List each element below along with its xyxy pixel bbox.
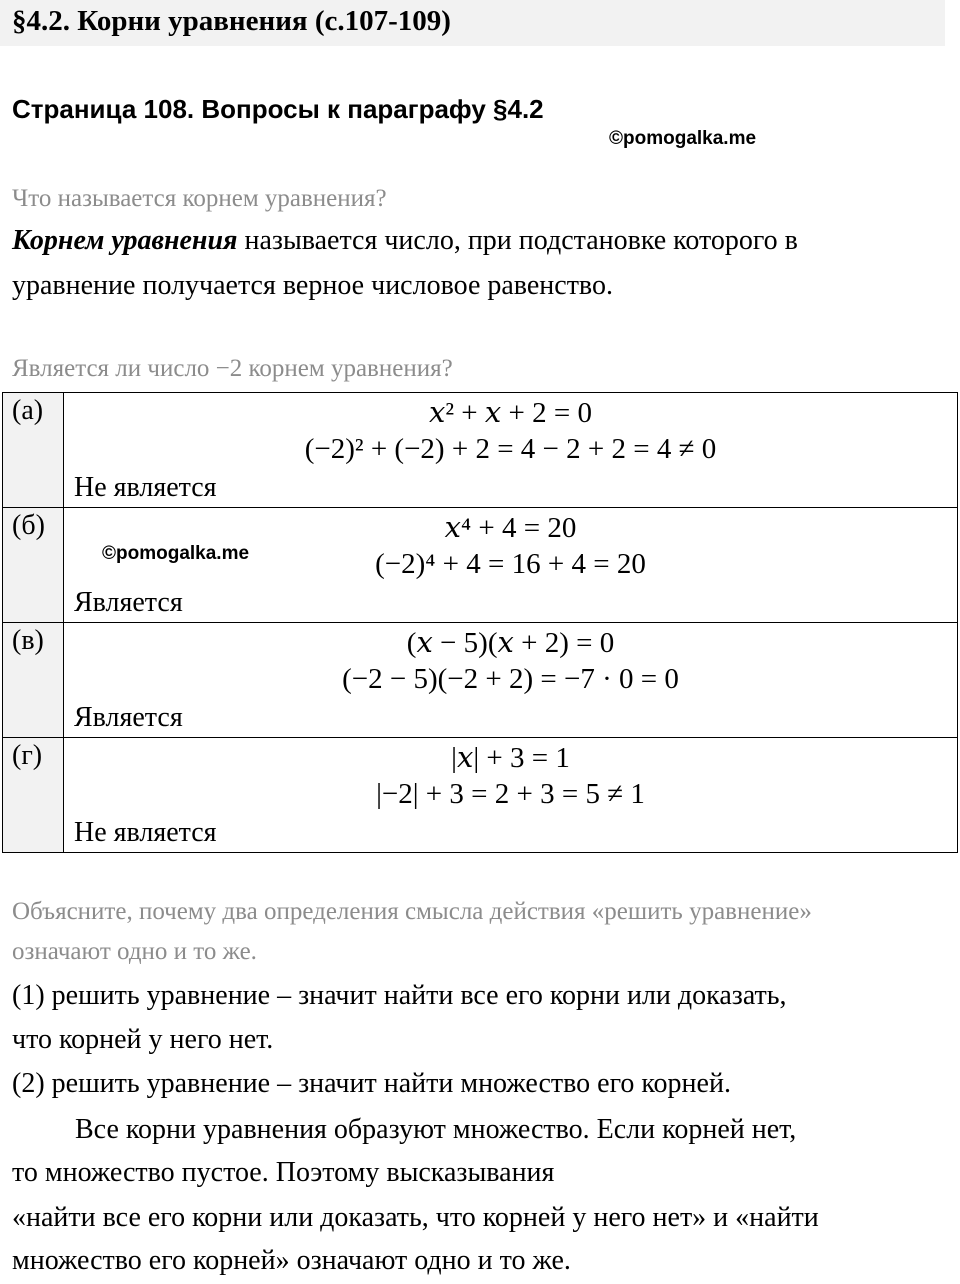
table-row: [3, 393, 958, 508]
verdict: Является: [74, 587, 183, 618]
explanation-line-4: множество его корней» означают одно и то же.: [12, 1245, 571, 1276]
definition-2: (2) решить уравнение – значит найти множество его корней.: [12, 1068, 731, 1099]
row-label: (в): [12, 625, 44, 656]
row-label-cell: [3, 508, 64, 623]
verdict: Является: [74, 702, 183, 733]
row-label-cell: [3, 393, 64, 508]
answer-1-line-1: [12, 225, 798, 257]
question-3-line-1: Объясните, почему два определения смысла действия «решить уравнение»: [12, 898, 812, 925]
row-content-cell: [64, 508, 958, 623]
definition-1-line-2: что корней у него нет.: [12, 1024, 274, 1055]
row-content-cell: [64, 738, 958, 853]
definition-1-line-1: (1) решить уравнение – значит найти все его корни или доказать,: [12, 980, 787, 1011]
section-subtitle: Страница 108. Вопросы к параграфу §4.2: [12, 94, 544, 124]
verdict: Не является: [74, 472, 217, 503]
explanation-line-3: «найти все его корни или доказать, что корней у него нет» и «найти: [12, 1202, 819, 1233]
table-row: [3, 508, 958, 623]
equation: |𝑥| + 3 = 1: [451, 742, 570, 774]
watermark: ©pomogalka.me: [102, 543, 250, 564]
substitution: (−2 − 5)(−2 + 2) = −7 · 0 = 0: [342, 663, 679, 695]
row-content-cell: [64, 393, 958, 508]
substitution: (−2)⁴ + 4 = 16 + 4 = 20: [375, 548, 646, 580]
table-row: [3, 623, 958, 738]
row-content-cell: [64, 623, 958, 738]
table-row: [3, 738, 958, 853]
verdict: Не является: [74, 817, 217, 848]
answer-1-line-1-rest: называется число, при подстановке которого в: [237, 225, 798, 256]
substitution: (−2)² + (−2) + 2 = 4 − 2 + 2 = 4 ≠ 0: [304, 433, 717, 465]
equation: 𝑥⁴ + 4 = 20: [444, 512, 577, 544]
roots-table: [2, 392, 958, 853]
row-label: (г): [12, 740, 43, 771]
defined-term: Корнем уравнения: [12, 225, 238, 256]
row-label: (а): [12, 395, 44, 426]
question-1: Что называется корнем уравнения?: [12, 185, 387, 212]
row-label-cell: [3, 623, 64, 738]
substitution: |−2| + 3 = 2 + 3 = 5 ≠ 1: [376, 778, 645, 810]
page-title: §4.2. Корни уравнения (с.107-109): [12, 5, 451, 37]
row-label: (б): [12, 510, 45, 541]
answer-1-line-2: уравнение получается верное числовое равенство.: [12, 270, 613, 301]
row-label-cell: [3, 738, 64, 853]
explanation-line-1: Все корни уравнения образуют множество. Если корней нет,: [75, 1114, 797, 1145]
explanation-line-2: то множество пустое. Поэтому высказывания: [12, 1157, 555, 1188]
watermark: ©pomogalka.me: [609, 128, 757, 149]
question-3-line-2: означают одно и то же.: [12, 938, 257, 965]
question-2: Является ли число −2 корнем уравнения?: [12, 355, 453, 382]
equation: (𝑥 − 5)(𝑥 + 2) = 0: [406, 627, 615, 659]
equation: 𝑥² + 𝑥 + 2 = 0: [429, 397, 592, 429]
